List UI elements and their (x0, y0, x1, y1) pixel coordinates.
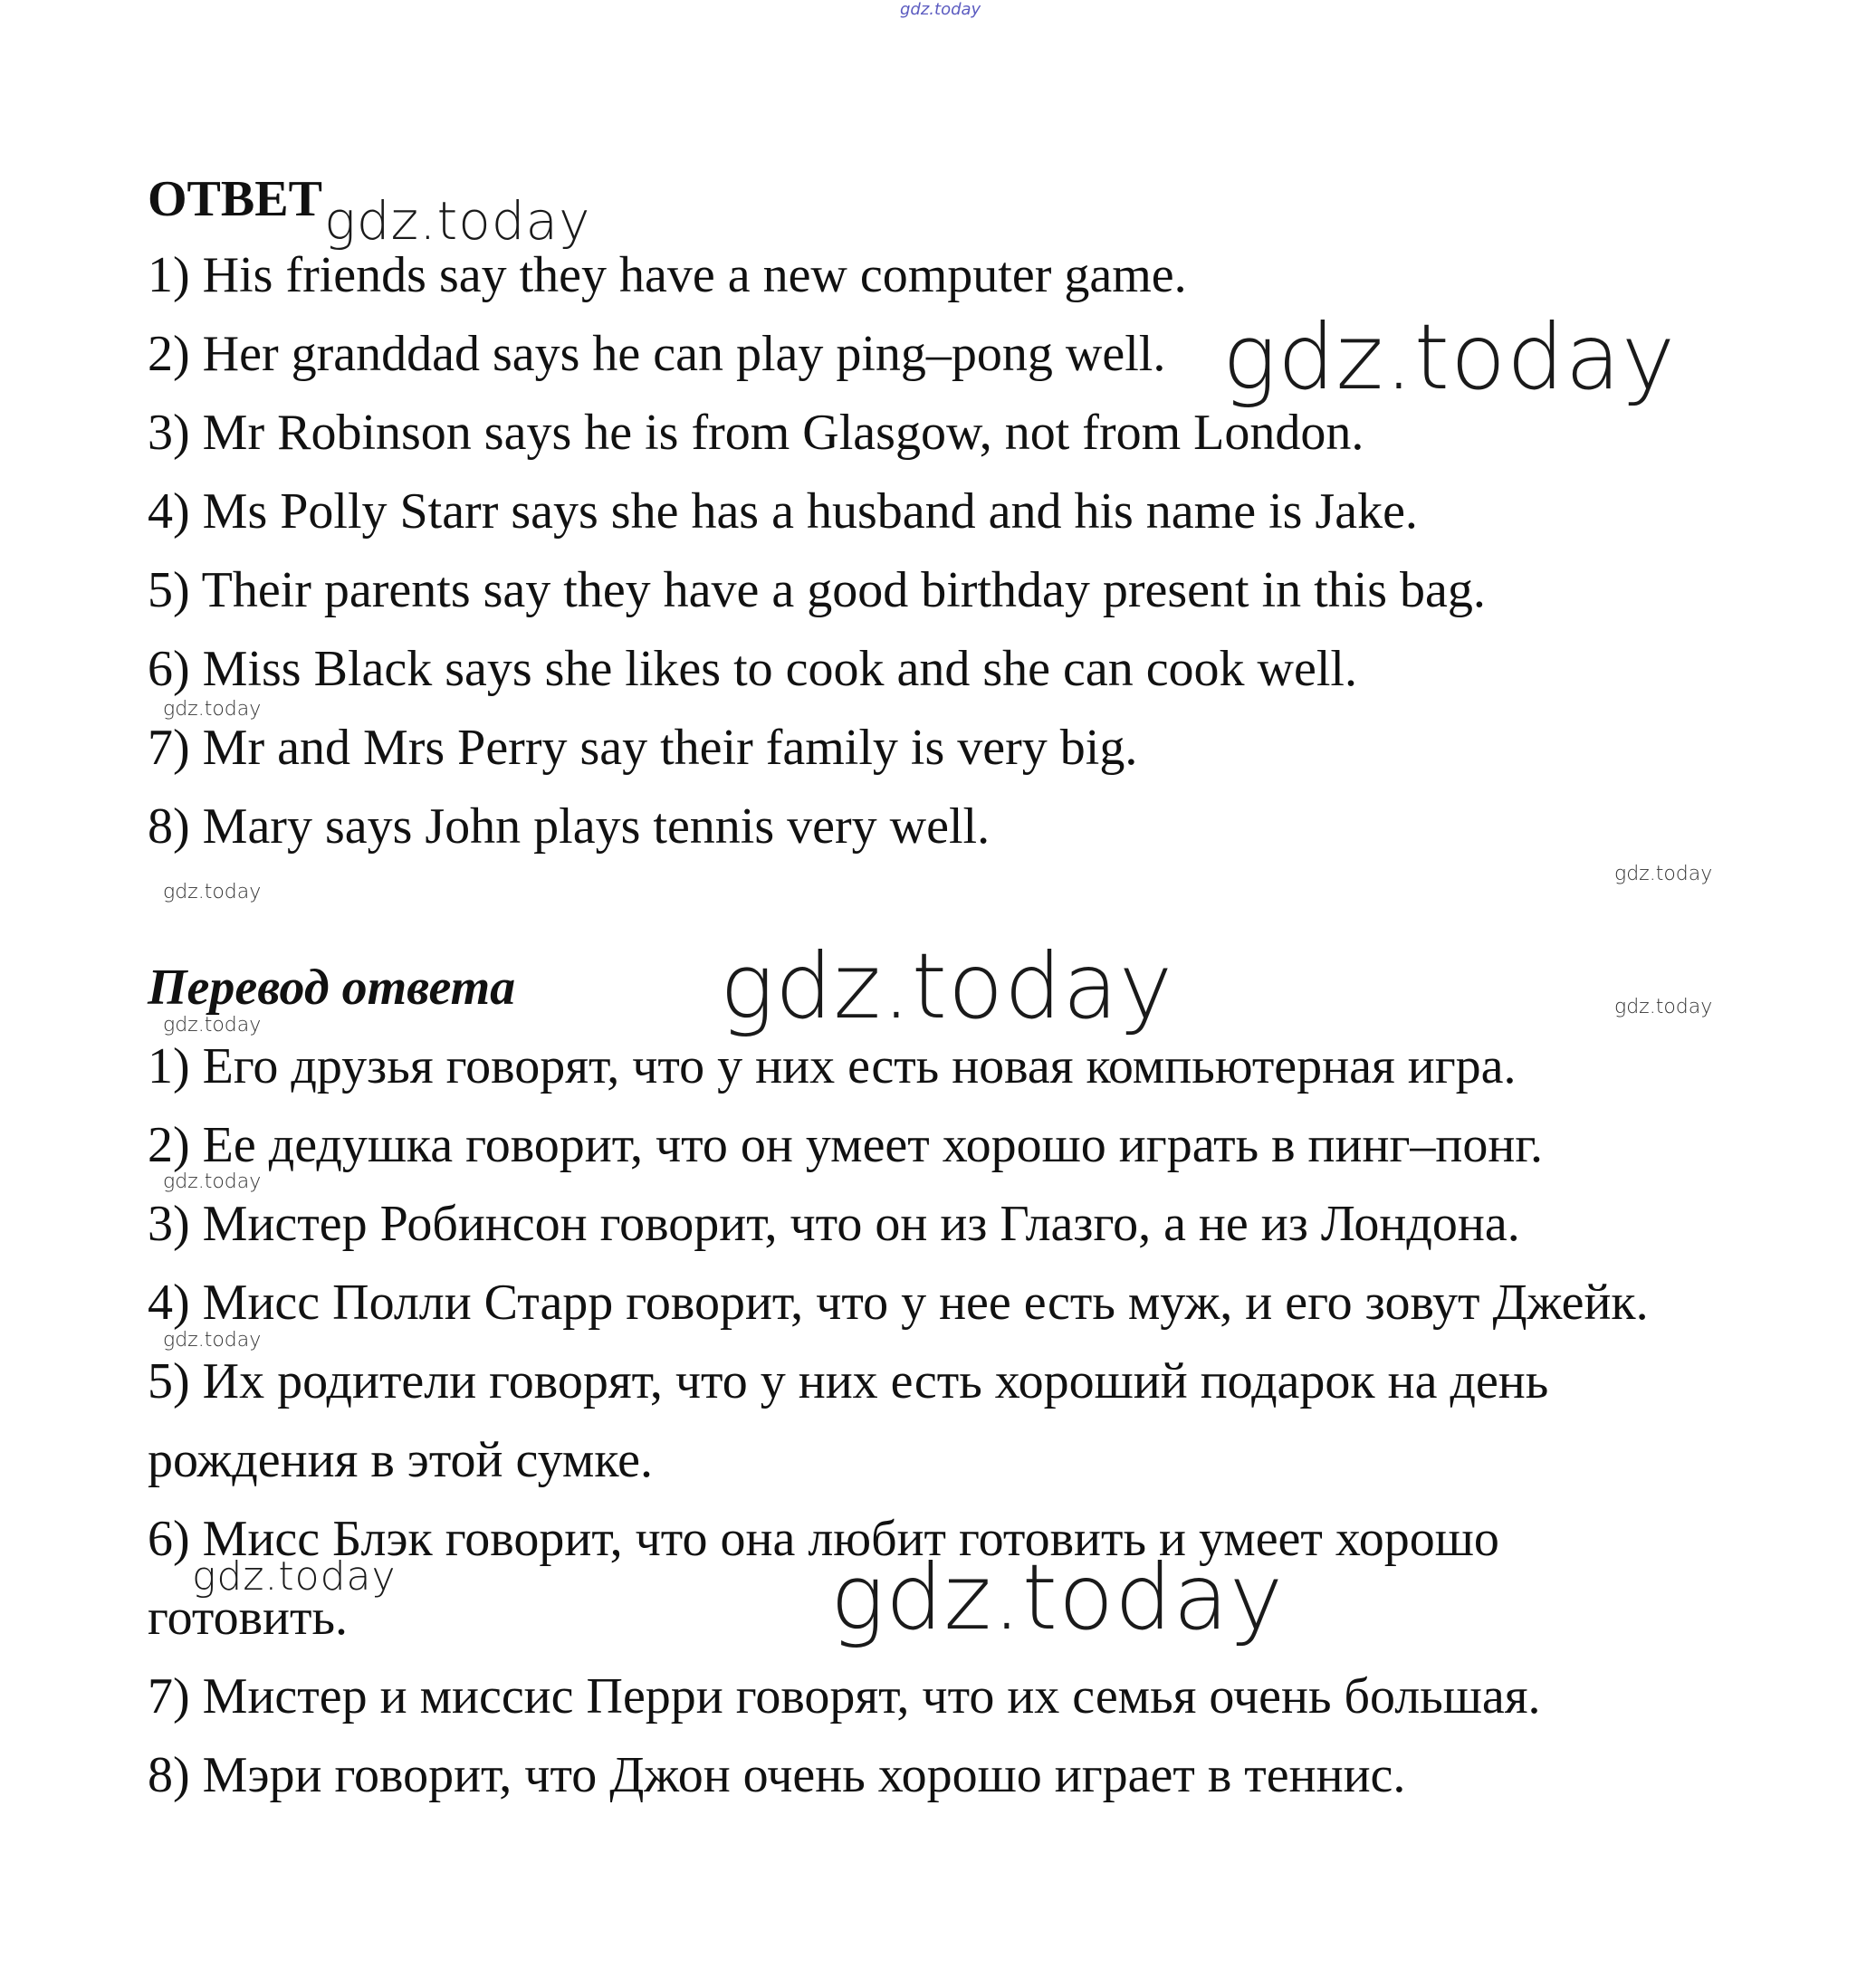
translation-heading: Перевод ответа (148, 960, 516, 1016)
watermark: gdz.today (720, 933, 1174, 1039)
answer-line-1: 1) His friends say they have a new computer game. (148, 247, 1187, 303)
translation-line-3: 3) Мистер Робинсон говорит, что он из Глазго, а не из Лондона. (148, 1196, 1520, 1252)
watermark: gdz.today (163, 1329, 262, 1352)
watermark: gdz.today (830, 1544, 1285, 1650)
answer-line-7: 7) Mr and Mrs Perry say their family is very big. (148, 720, 1138, 776)
answer-heading: ОТВЕТ (148, 171, 322, 227)
watermark: gdz.today (1222, 304, 1677, 410)
translation-line-1: 1) Его друзья говорят, что у них есть новая компьютерная игра. (148, 1038, 1517, 1094)
answer-line-2: 2) Her granddad says he can play ping–pong well. (148, 326, 1166, 382)
watermark: gdz.today (163, 1170, 262, 1193)
translation-line-6: 6) Мисс Блэк говорит, что она любит готовить и умеет хорошо (148, 1511, 1499, 1567)
watermark: gdz.today (1614, 863, 1713, 885)
translation-line-5-cont: рождения в этой сумке. (148, 1432, 654, 1488)
translation-line-5: 5) Их родители говорят, что у них есть хороший подарок на день (148, 1353, 1549, 1409)
translation-line-6-cont: готовить. (148, 1590, 348, 1646)
translation-line-7: 7) Мистер и миссис Перри говорят, что их семья очень большая. (148, 1668, 1541, 1724)
answer-line-3: 3) Mr Robinson says he is from Glasgow, not from London. (148, 405, 1364, 461)
answer-line-4: 4) Ms Polly Starr says she has a husband and his name is Jake. (148, 483, 1418, 540)
watermark: gdz.today (163, 1014, 262, 1037)
watermark: gdz.today (163, 881, 262, 903)
translation-line-4: 4) Мисс Полли Старр говорит, что у нее есть муж, и его зовут Джейк. (148, 1275, 1649, 1331)
answer-line-5: 5) Their parents say they have a good birthday present in this bag. (148, 562, 1486, 618)
answer-line-8: 8) Mary says John plays tennis very well. (148, 798, 991, 855)
watermark: gdz.today (192, 1553, 397, 1600)
watermark: gdz.today (1614, 996, 1713, 1018)
translation-line-2: 2) Ее дедушка говорит, что он умеет хорошо играть в пинг–понг. (148, 1117, 1544, 1173)
answer-line-6: 6) Miss Black says she likes to cook and she can cook well. (148, 641, 1357, 697)
translation-line-8: 8) Мэри говорит, что Джон очень хорошо играет в теннис. (148, 1747, 1406, 1803)
watermark: gdz.today (900, 0, 981, 19)
watermark: gdz.today (163, 698, 262, 721)
watermark: gdz.today (324, 190, 591, 252)
